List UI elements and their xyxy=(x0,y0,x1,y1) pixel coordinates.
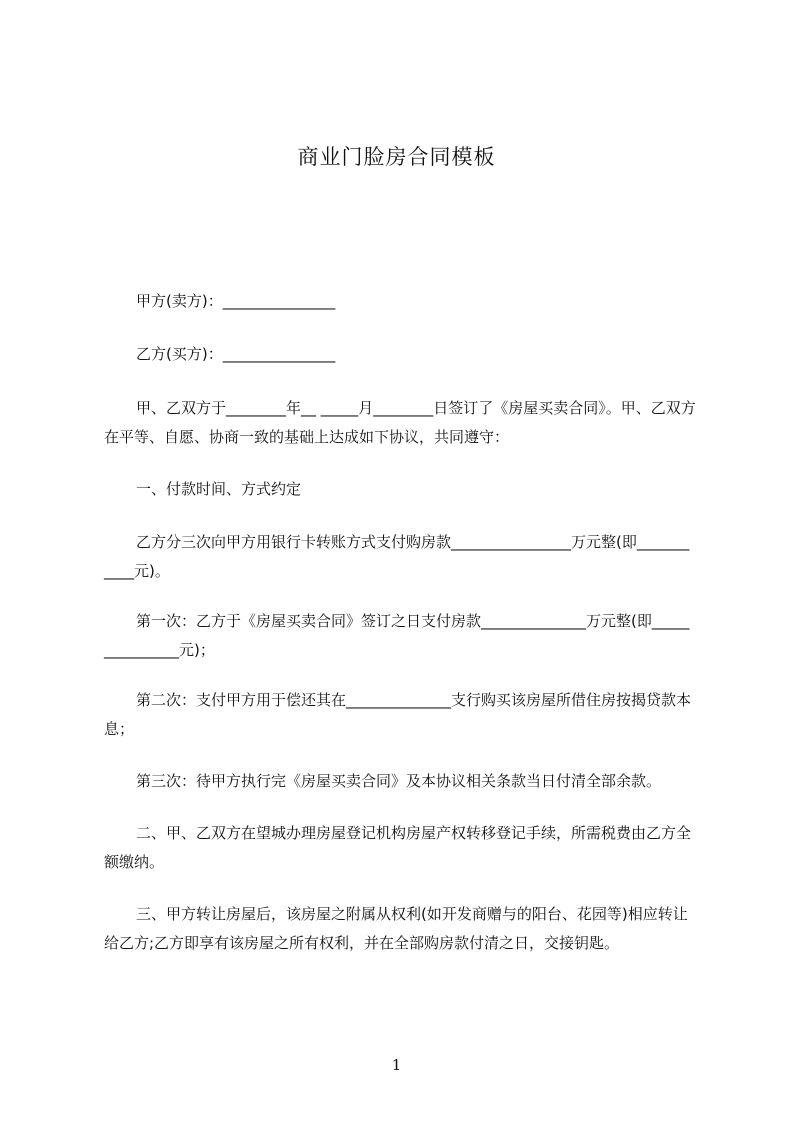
paragraph-third-payment: 第三次：待甲方执行完《房屋买卖合同》及本协议相关条款当日付清全部余款。 xyxy=(136,772,662,790)
paragraph-section-3: 三、甲方转让房屋后，该房屋之附属从权利(如开发商赠与的阳台、花园等)相应转让给乙方;乙方即享有该房屋之所有权利，并在全部购房款付清之日，交接钥匙。 xyxy=(104,905,688,952)
paragraph-section-1-heading: 一、付款时间、方式约定 xyxy=(136,480,302,498)
paragraph-section-2: 二、甲、乙双方在望城办理房屋登记机构房屋产权转移登记手续，所需税费由乙方全额缴纳。 xyxy=(104,824,692,871)
paragraph-second-payment: 第二次：支付甲方用于偿还其在______________支行购买该房屋所借住房按揭贷款本息； xyxy=(104,691,692,738)
paragraph-seller: 甲方(卖方)：_______________ xyxy=(136,292,336,310)
paragraph-first-payment: 第一次：乙方于《房屋买卖合同》签订之日支付房款______________万元整(即_______________元)； xyxy=(104,612,690,659)
paragraph-preamble: 甲、乙双方于________年__ _____月________日签订了《房屋买卖合同》。甲、乙双方在平等、自愿、协商一致的基础上达成如下协议，共同遵守： xyxy=(104,399,696,446)
paragraph-buyer: 乙方(买方)：_______________ xyxy=(136,345,336,363)
paragraph-payment-method: 乙方分三次向甲方用银行卡转账方式支付购房款________________万元整(即___________元)。 xyxy=(104,533,690,580)
page-number: 1 xyxy=(391,1056,402,1074)
document-title: 商业门脸房合同模板 xyxy=(297,145,496,169)
